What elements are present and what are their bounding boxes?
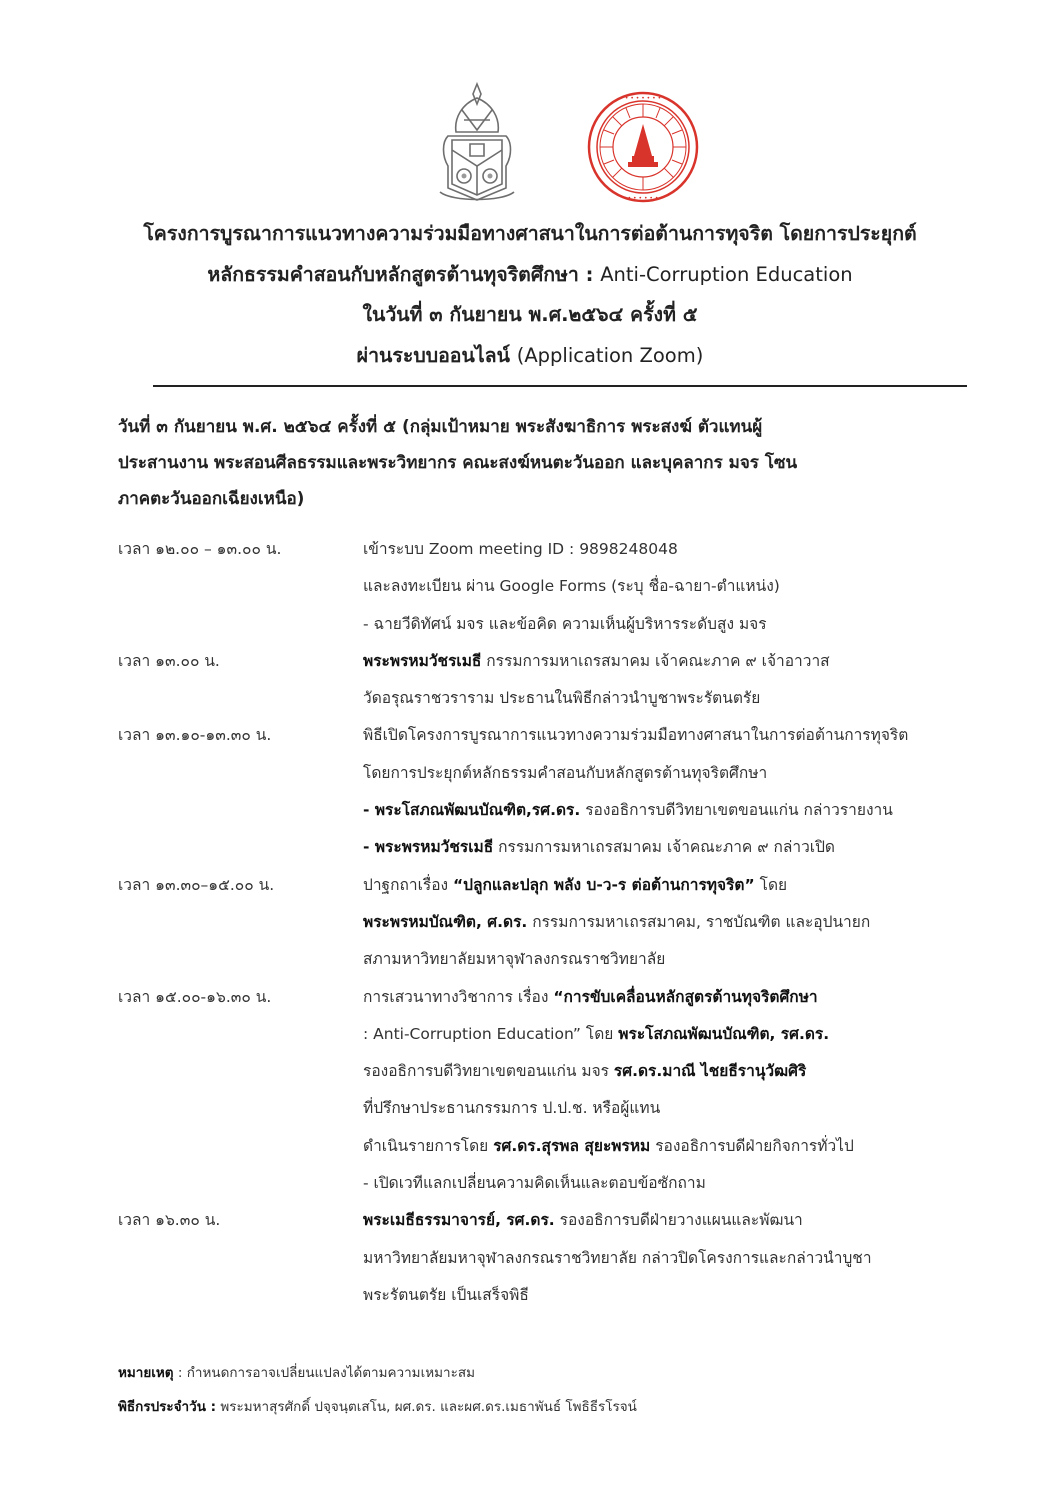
intro-line-1: วันที่ ๓ กันยายน พ.ศ. ๒๕๖๔ ครั้งที่ ๕ (กลุ่มเป้าหมาย พระสังฆาธิการ พระสงฆ์ ตัวแทนผู้ [118,417,763,437]
desc-line [363,680,978,717]
svg-text:• • • • • • •: • • • • • • • [624,95,662,102]
speaker-name: พระพรหมวัชรเมธี [363,651,482,670]
desc-line [363,531,978,568]
desc-line [363,643,978,680]
header-line-4 [60,336,1000,377]
desc-line [363,1016,978,1053]
desc-line [363,979,978,1016]
notes [118,1356,978,1424]
schedule-row [118,643,978,718]
speaker-name: รศ.ดร.มาณี ไชยธีรานุวัฒศิริ [613,1062,807,1081]
schedule-time: เวลา ๑๓.๐๐ น. [118,651,220,670]
schedule-time: เวลา ๑๒.๐๐ – ๑๓.๐๐ น. [118,540,282,558]
schedule-row [118,867,978,979]
desc-text: รองอธิการบดีวิทยาเขตขอนแก่น มจร [363,1062,614,1081]
desc-line [363,1128,978,1165]
speaker-name: - พระโสภณพัฒนบัณฑิต,รศ.ดร. [363,801,581,820]
remark-line [118,1356,978,1390]
speaker-name: พระพรหมบัณฑิต, ศ.ดร. [363,912,528,931]
desc-text: พระรัตนตรัย เป็นเสร็จพิธี [363,1285,529,1304]
intro-line-2: ประสานงาน พระสอนศีลธรรมและพระวิทยากร คณะสงฆ์หนตะวันออก และบุคลากร มจร โซน [118,453,798,473]
desc-text: โดย [580,1024,619,1043]
desc-text: ปาฐกถาเรื่อง [363,875,453,894]
svg-text:• • • • • • • •: • • • • • • • • [622,195,664,202]
desc-line [363,755,978,792]
desc-line [363,1090,978,1127]
header-divider [153,385,967,387]
mc-line [118,1390,978,1424]
desc-text: พิธีเปิดโครงการบูรณาการแนวทางความร่วมมือทางศาสนาในการต่อต้านการทุจริต [363,726,909,745]
speaker-name: พระโสภณพัฒนบัณฑิต, รศ.ดร. [618,1024,830,1043]
schedule-description [363,979,978,1203]
desc-line [363,1202,978,1239]
desc-text: วัดอรุณราชวราราม ประธานในพิธีกล่าวนำบูชาพระรัตนตรัย [363,689,761,708]
desc-text: รองอธิการบดีฝ่ายกิจการทั่วไป [650,1136,854,1155]
desc-text: รองอธิการบดีวิทยาเขตขอนแก่น กล่าวรายงาน [580,801,893,820]
schedule-row [118,1202,978,1314]
intro-line-3: ภาคตะวันออกเฉียงเหนือ) [118,489,305,509]
document-header [60,214,1000,376]
logo-row [0,80,1059,210]
desc-line [363,904,978,941]
talk-title: “การขับเคลื่อนหลักสูตรต้านทุจริตศึกษา [553,987,818,1006]
header-line-2-th: หลักธรรมคำสอนกับหลักสูตรต้านทุจริตศึกษา : [207,262,601,286]
desc-text: กรรมการมหาเถรสมาคม เจ้าคณะภาค ๙ กล่าวเปิด [493,838,835,857]
university-emblem-icon [432,80,522,204]
desc-line [363,1277,978,1314]
schedule-time: เวลา ๑๕.๐๐-๑๖.๓๐ น. [118,987,272,1006]
speaker-name: พระเมธีธรรมาจารย์, รศ.ดร. [363,1211,555,1230]
talk-title-cont: : Anti-Corruption Education” [363,1024,581,1043]
desc-text: - เปิดเวทีแลกเปลี่ยนความคิดเห็นและตอบข้อซักถาม [363,1174,706,1193]
desc-text: กรรมการมหาเถรสมาคม เจ้าคณะภาค ๙ เจ้าอาวาส [481,651,830,670]
header-line-1: โครงการบูรณาการแนวทางความร่วมมือทางศาสนาในการต่อต้านการทุจริต โดยการประยุกต์ [143,222,917,245]
desc-text: รองอธิการบดีฝ่ายวางแผนและพัฒนา [554,1211,803,1230]
talk-title: “ปลูกและปลุก พลัง บ-ว-ร ต่อต้านการทุจริต” [453,875,755,894]
desc-text: สภามหาวิทยาลัยมหาจุฬาลงกรณราชวิทยาลัย [363,950,666,969]
schedule-row [118,531,978,643]
header-line-2 [60,255,1000,296]
header-line-2-en: Anti-Corruption Education [600,262,853,286]
header-line-4-th: ผ่านระบบออนไลน์ [356,343,517,367]
desc-line [363,1165,978,1202]
intro-paragraph [118,409,978,517]
desc-text: โดยการประยุกต์หลักธรรมคำสอนกับหลักสูตรต้านทุจริตศึกษา [363,763,768,782]
speaker-name: รศ.ดร.สุรพล สุยะพรหม [493,1136,651,1155]
desc-line [363,1240,978,1277]
schedule [118,531,978,1314]
schedule-time: เวลา ๑๓.๓๐–๑๕.๐๐ น. [118,875,275,894]
desc-text: ที่ปรึกษาประธานกรรมการ ป.ป.ช. หรือผู้แทน [363,1099,661,1118]
desc-line [363,867,978,904]
desc-line [363,717,978,754]
desc-line [363,941,978,978]
desc-text: เข้าระบบ Zoom meeting ID : 9898248048 [363,540,678,558]
schedule-time: เวลา ๑๓.๑๐-๑๓.๓๐ น. [118,726,272,745]
schedule-description [363,643,978,718]
header-line-4-en: (Application Zoom) [516,343,704,367]
desc-text: - ฉายวีดิทัศน์ มจร และข้อคิด ความเห็นผู้บริหารระดับสูง มจร [363,614,767,633]
remark-text: : กำหนดการอาจเปลี่ยนแปลงได้ตามความเหมาะสม [173,1365,475,1381]
desc-text: กรรมการมหาเถรสมาคม, ราชบัณฑิต และอุปนายก [527,912,871,931]
speaker-name: - พระพรหมวัชรเมธี [363,838,494,857]
remark-label: หมายเหตุ [118,1365,174,1381]
mc-text: พระมหาสุรศักดิ์ ปจฺจนฺตเสโน, ผศ.ดร. และผศ.ดร.เมธาพันธ์ โพธิธีรโรจน์ [216,1399,637,1415]
desc-line [363,792,978,829]
desc-text: มหาวิทยาลัยมหาจุฬาลงกรณราชวิทยาลัย กล่าวปิดโครงการและกล่าวนำบูชา [363,1248,872,1267]
mc-label: พิธีกรประจำวัน : [118,1399,217,1415]
schedule-row [118,979,978,1203]
desc-line [363,568,978,605]
schedule-description [363,867,978,979]
desc-text: ดำเนินรายการโดย [363,1136,494,1155]
schedule-row [118,717,978,866]
schedule-description [363,1202,978,1314]
schedule-time: เวลา ๑๖.๓๐ น. [118,1211,221,1230]
red-seal-icon [586,90,700,204]
desc-text: การเสวนาทางวิชาการ เรื่อง [363,987,554,1006]
desc-line [363,606,978,643]
desc-line [363,829,978,866]
header-line-3: ในวันที่ ๓ กันยายน พ.ศ.๒๕๖๔ ครั้งที่ ๕ [362,303,698,326]
schedule-description [363,717,978,866]
desc-line [363,1053,978,1090]
desc-text: และลงทะเบียน ผ่าน Google Forms (ระบุ ชื่อ-ฉายา-ตำแหน่ง) [363,577,780,596]
schedule-description [363,531,978,643]
desc-text: โดย [754,875,788,894]
